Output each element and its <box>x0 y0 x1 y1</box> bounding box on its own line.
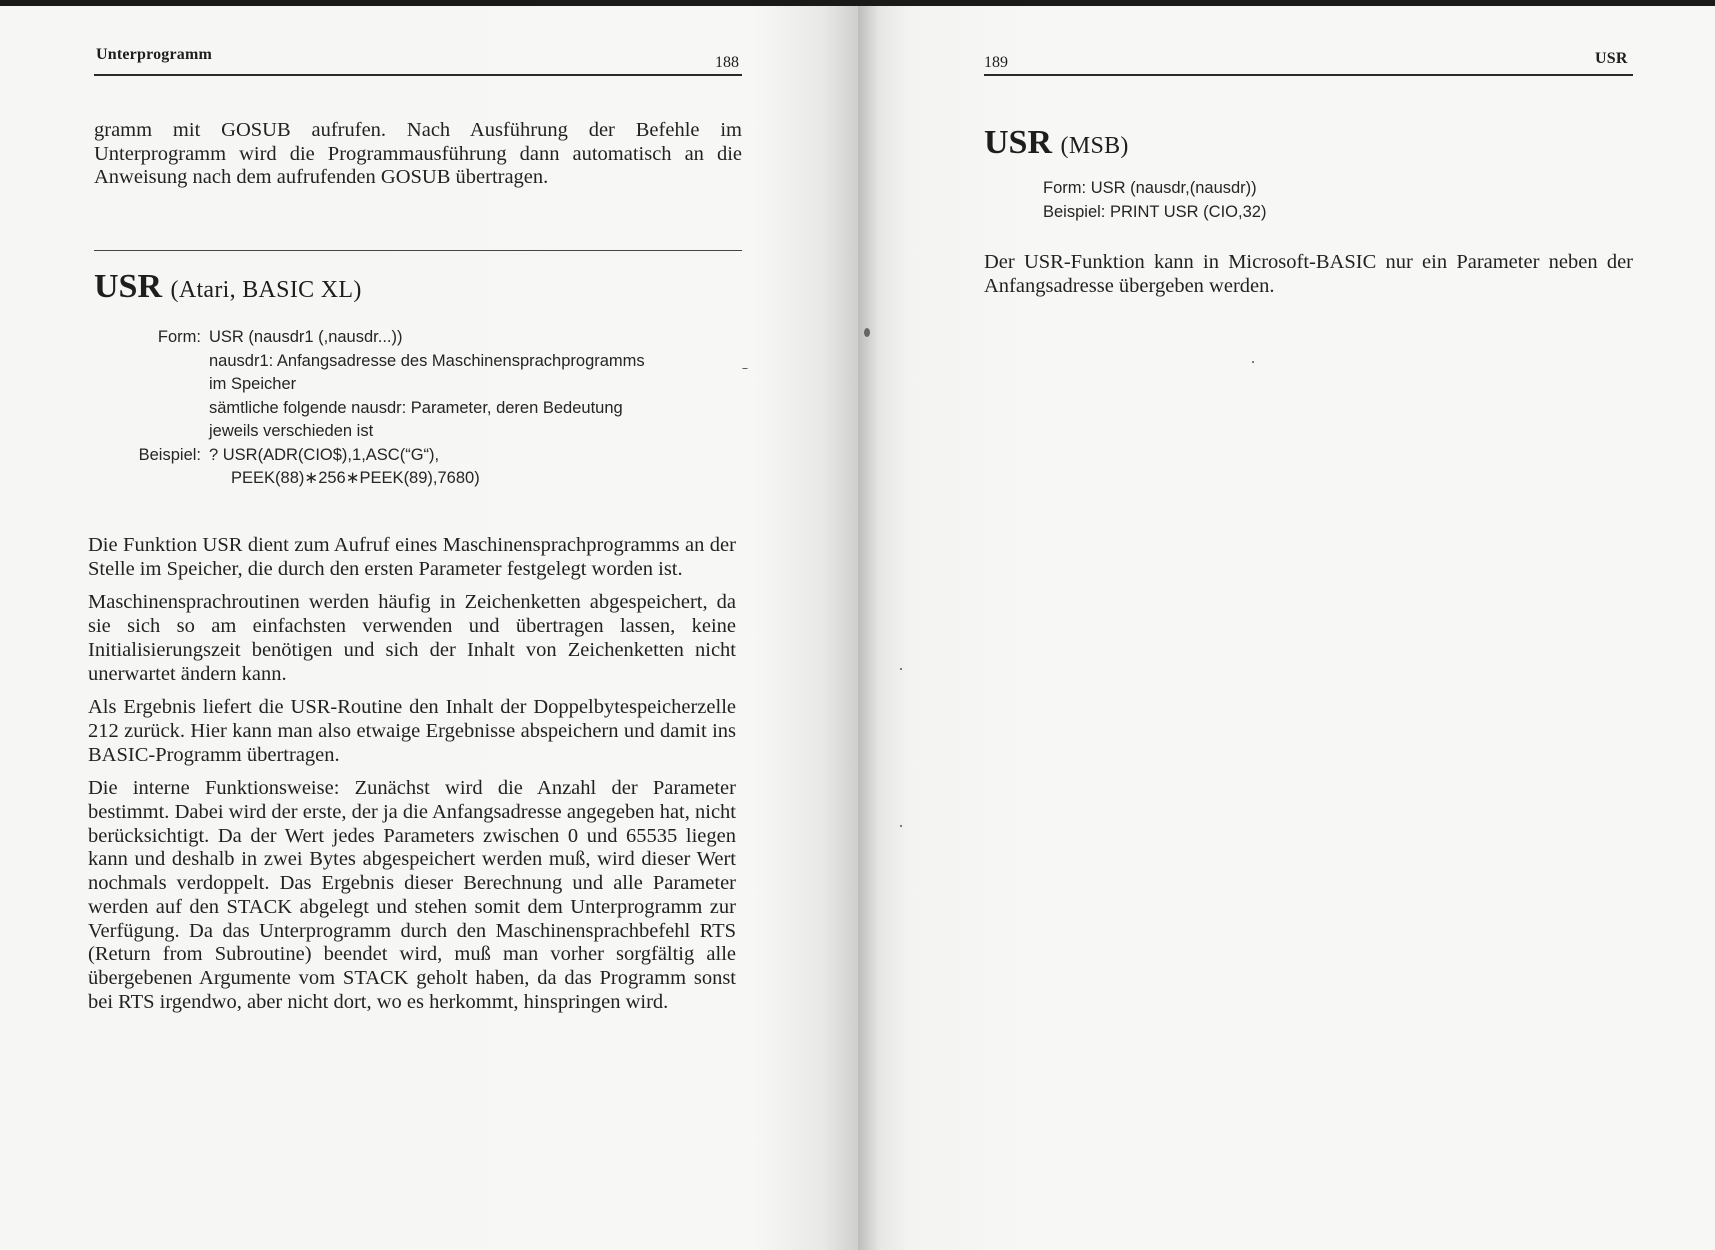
paragraph: gramm mit GOSUB aufrufen. Nach Ausführung der Befehle im Unterprogramm wird die Programmausführung dann automatisch an die Anweisung nach dem aufrufenden GOSUB übertragen. <box>94 119 742 189</box>
paragraph: Der USR-Funktion kann in Microsoft-BASIC nur ein Parameter neben der Anfangsadresse übergeben werden. <box>984 251 1633 297</box>
form-line: USR (nausdr1 (,nausdr...)) <box>209 328 403 346</box>
speck <box>1252 361 1254 363</box>
header-rule <box>94 74 742 76</box>
paragraph: Die interne Funktionsweise: Zunächst wird die Anzahl der Parameter bestimmt. Dabei wird der erste, der ja die Anfangsadresse angegeben hat, nicht berücksichtigt. Da der Wert jedes Parameters zwischen 0 und 65535 liegen kann und deshalb in zwei Bytes abgespeichert werden muß, wird dieser Wert nochmals verdoppelt. Das Ergebnis dieser Berechnung und alle Parameter werden auf den STACK abgelegt und stehen somit dem Unterprogramm zur Verfügung. Da das Unterprogramm durch den Maschinensprachbefehl RTS (Return from Subroutine) beendet wird, muß man vorher sorgfältig alle übergebenen Argumente vom STACK geholt haben, da das Programm sonst bei RTS irgendwo, aber nicht dort, wo es herkommt, hinspringen wird. <box>88 777 736 1013</box>
page-number: 188 <box>715 54 739 71</box>
section-divider <box>94 250 742 251</box>
speck <box>900 668 902 670</box>
continuation-text <box>94 119 742 200</box>
left-page <box>0 6 858 1250</box>
form-line: jeweils verschieden ist <box>209 422 374 440</box>
form-line: sämtliche folgende nausdr: Parameter, deren Bedeutung <box>209 398 623 417</box>
example-line: ? USR(ADR(CIO$),1,ASC(“G“), <box>209 445 440 464</box>
example-label: Beispiel: <box>138 445 201 464</box>
example-label: Beispiel: <box>1043 202 1106 221</box>
paragraph: Die Funktion USR dient zum Aufruf eines Maschinensprachprogramms an der Stelle im Speicher, die durch den ersten Parameter festgelegt worden ist. <box>88 534 736 580</box>
section-heading <box>94 270 362 304</box>
speck <box>864 328 870 337</box>
section-body <box>984 251 1633 308</box>
example-line: PRINT USR (CIO,32) <box>1109 202 1267 221</box>
example-line: PEEK(88)∗256∗PEEK(89),7680) <box>231 469 480 487</box>
form-line: USR (nausdr,(nausdr)) <box>1090 179 1257 197</box>
section-body <box>88 534 736 1024</box>
paragraph: Als Ergebnis liefert die USR-Routine den Inhalt der Doppelbytespeicherzelle 212 zurück. Hier kann man also etwaige Ergebnisse abspeichern und damit ins BASIC-Programm übertragen. <box>88 696 736 766</box>
form-line: im Speicher <box>209 375 297 393</box>
header-rule <box>984 74 1633 76</box>
form-line: nausdr1: Anfangsadresse des Maschinensprachprogramms <box>209 351 645 370</box>
section-heading <box>984 126 1129 160</box>
form-label: Form: <box>157 328 201 346</box>
speck <box>900 825 902 827</box>
heading-qualifier: (MSB) <box>1060 133 1129 159</box>
speck <box>742 368 748 369</box>
heading-keyword: USR <box>94 268 163 305</box>
paragraph: Maschinensprachroutinen werden häufig in Zeichenketten abgespeichert, da sie sich so am einfachsten verwenden und übertragen lassen, keine Initialisierungszeit benötigen und sich der Inhalt von Zeichenketten nicht unerwartet ändern kann. <box>88 591 736 685</box>
right-page <box>858 6 1715 1250</box>
book-spread <box>0 6 1715 1250</box>
heading-qualifier: (Atari, BASIC XL) <box>170 277 362 303</box>
running-head: Unterprogramm <box>96 46 213 63</box>
form-label: Form: <box>1043 179 1087 197</box>
page-number: 189 <box>984 54 1008 71</box>
running-head: USR <box>1595 50 1628 67</box>
heading-keyword: USR <box>984 124 1053 161</box>
syntax-block <box>138 326 729 491</box>
syntax-block <box>1043 177 1463 224</box>
